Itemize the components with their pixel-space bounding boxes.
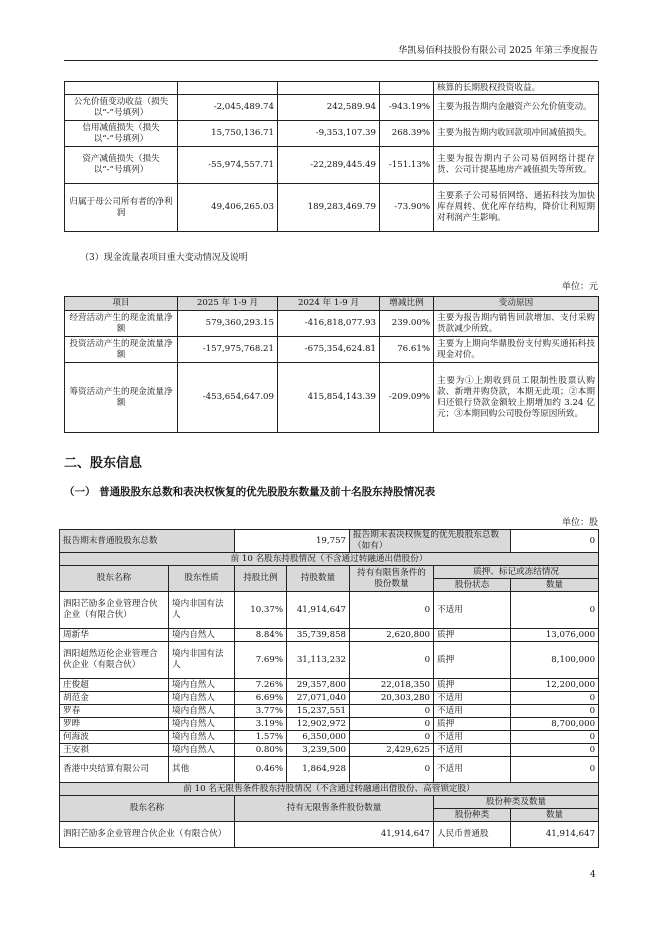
header-divider (64, 60, 598, 61)
table-row (60, 744, 599, 757)
amount-cell: 41,914,647 (511, 822, 599, 848)
nature-cell: 境内自然人 (169, 692, 235, 705)
value-2025-cell: -55,974,557.71 (178, 147, 278, 184)
restricted-cell: 0 (350, 731, 434, 744)
subsection-title: （一） 普通股股东总数和表决权恢复的优先股股东数量及前十名股东持股情况表 (64, 486, 436, 498)
header-unrestricted-qty: 持有无限售条件股份数量 (235, 796, 434, 822)
header-kind-group: 股份种类及数量 (434, 796, 599, 809)
ratio-cell: 76.61% (380, 337, 434, 363)
amount-cell: 0 (511, 744, 599, 757)
name-cell: 胡范金 (60, 692, 169, 705)
amount-cell: 13,076,000 (511, 629, 599, 642)
table-row (65, 82, 599, 95)
table-row (60, 822, 599, 848)
ratio-cell: 7.26% (235, 679, 287, 692)
ratio-cell: 0.46% (235, 757, 287, 783)
total-shareholders-label: 报告期末普通股股东总数 (60, 530, 235, 553)
reason-cell: 主要为报告期内销售回款增加、支付采购货款减少所致。 (434, 311, 599, 337)
ratio-cell (380, 82, 434, 95)
header-status: 股份状态 (434, 579, 511, 592)
header-nature: 股东性质 (169, 566, 235, 592)
reason-cell: 主要系子公司易佰网络、通拓科技为加快库存周转、优化库存结构，降价让利短期对利润产生影响。 (434, 184, 599, 232)
value-2024-cell: 242,589.94 (278, 95, 380, 121)
item-cell: 归属于母公司所有者的净利润 (65, 184, 178, 232)
ratio-cell: 10.37% (235, 592, 287, 629)
ratio-cell: -73.90% (380, 184, 434, 232)
amount-cell: 8,700,000 (511, 718, 599, 731)
restricted-cell: 2,620,800 (350, 629, 434, 642)
table-row (60, 629, 599, 642)
value-2025-cell: -453,654,647.09 (178, 363, 278, 433)
qty-cell: 41,914,647 (287, 592, 350, 629)
table-row (65, 311, 599, 337)
section-title-shareholders: 二、股东信息 (64, 456, 143, 471)
status-cell: 质押 (434, 679, 511, 692)
ratio-cell: 1.57% (235, 731, 287, 744)
nature-cell: 其他 (169, 757, 235, 783)
table-row (60, 679, 599, 692)
table-header-row (60, 566, 599, 579)
ratio-cell: 3.19% (235, 718, 287, 731)
header-kind: 股份种类 (434, 809, 511, 822)
name-cell: 泗阳超然迈伦企业管理合伙企业（有限合伙） (60, 642, 169, 679)
ratio-cell: 268.39% (380, 121, 434, 147)
header-item: 项目 (65, 297, 178, 311)
item-cell (65, 82, 178, 95)
status-cell: 不适用 (434, 705, 511, 718)
table-row (65, 95, 599, 121)
table-header-row (60, 796, 599, 809)
qty-cell: 41,914,647 (235, 822, 434, 848)
status-cell: 不适用 (434, 592, 511, 629)
header-name: 股东名称 (60, 566, 169, 592)
totals-row (60, 530, 599, 553)
amount-cell: 12,200,000 (511, 679, 599, 692)
name-cell: 香港中央结算有限公司 (60, 757, 169, 783)
top10-title-row (60, 553, 599, 566)
reason-cell: 主要为报告期内金融资产公允价值变动。 (434, 95, 599, 121)
profit-items-table (64, 81, 599, 232)
cashflow-unit: 单位：元 (561, 282, 598, 292)
nature-cell: 境内自然人 (169, 744, 235, 757)
name-cell: 泗阳芒励多企业管理合伙企业（有限合伙） (60, 592, 169, 629)
header-restricted: 持有有限售条件的股份数量 (350, 566, 434, 592)
restricted-cell: 2,429,625 (350, 744, 434, 757)
table-row (60, 642, 599, 679)
page-header-title: 华凯易佰科技股份有限公司 2025 年第三季度报告 (398, 46, 598, 56)
cashflow-section-title: （3）现金流量表项目重大变动情况及说明 (80, 253, 248, 263)
unrestricted-title: 前 10 名无限售条件股东持股情况（不含通过转融通出借股份、高管锁定股） (60, 783, 599, 796)
value-2025-cell: 15,750,136.71 (178, 121, 278, 147)
nature-cell: 境内非国有法人 (169, 592, 235, 629)
nature-cell: 境内自然人 (169, 629, 235, 642)
value-2025-cell: -2,045,489.74 (178, 95, 278, 121)
qty-cell: 27,071,040 (287, 692, 350, 705)
name-cell: 泗阳芒励多企业管理合伙企业（有限合伙） (60, 822, 235, 848)
restricted-cell: 20,303,280 (350, 692, 434, 705)
top10-title: 前 10 名股东持股情况（不含通过转融通出借股份） (60, 553, 599, 566)
header-ratio: 持股比例 (235, 566, 287, 592)
table-row (60, 731, 599, 744)
ratio-cell: 3.77% (235, 705, 287, 718)
item-cell: 经营活动产生的现金流量净额 (65, 311, 178, 337)
nature-cell: 境内非国有法人 (169, 642, 235, 679)
name-cell: 罗春 (60, 705, 169, 718)
restricted-cell: 0 (350, 705, 434, 718)
value-2024-cell: -416,818,077.93 (278, 311, 380, 337)
name-cell: 何海波 (60, 731, 169, 744)
ratio-cell: 239.00% (380, 311, 434, 337)
qty-cell: 15,237,551 (287, 705, 350, 718)
qty-cell: 12,902,972 (287, 718, 350, 731)
shareholder-unit: 单位：股 (561, 518, 598, 528)
qty-cell: 1,864,928 (287, 757, 350, 783)
value-2025-cell: 579,360,293.15 (178, 311, 278, 337)
amount-cell: 8,100,000 (511, 642, 599, 679)
ratio-cell: -209.09% (380, 363, 434, 433)
header-kind-amount: 数量 (511, 809, 599, 822)
amount-cell: 0 (511, 705, 599, 718)
status-cell: 不适用 (434, 731, 511, 744)
value-2024-cell: 415,854,143.39 (278, 363, 380, 433)
table-header-row (65, 297, 599, 311)
table-row (60, 692, 599, 705)
qty-cell: 3,239,500 (287, 744, 350, 757)
table-row (65, 121, 599, 147)
restricted-cell: 0 (350, 718, 434, 731)
header-2025: 2025 年 1-9 月 (178, 297, 278, 311)
header-ratio: 增减比例 (380, 297, 434, 311)
value-2024-cell: -9,353,107.39 (278, 121, 380, 147)
page-number: 4 (590, 870, 596, 880)
item-cell: 筹资活动产生的现金流量净额 (65, 363, 178, 433)
status-cell: 质押 (434, 718, 511, 731)
amount-cell: 0 (511, 592, 599, 629)
value-2024-cell: -675,354,624.81 (278, 337, 380, 363)
name-cell: 王安祺 (60, 744, 169, 757)
value-2024-cell: -22,289,445.49 (278, 147, 380, 184)
status-cell: 不适用 (434, 757, 511, 783)
name-cell: 周新华 (60, 629, 169, 642)
item-cell: 公允价值变动收益（损失以“-”号填列） (65, 95, 178, 121)
item-cell: 投资活动产生的现金流量净额 (65, 337, 178, 363)
ratio-cell: 0.80% (235, 744, 287, 757)
table-row (65, 337, 599, 363)
value-2024-cell (278, 82, 380, 95)
qty-cell: 31,113,232 (287, 642, 350, 679)
value-2025-cell (178, 82, 278, 95)
header-amount: 数量 (511, 579, 599, 592)
amount-cell: 0 (511, 757, 599, 783)
status-cell: 不适用 (434, 692, 511, 705)
table-row (60, 757, 599, 783)
header-qty: 持股数量 (287, 566, 350, 592)
qty-cell: 6,350,000 (287, 731, 350, 744)
status-cell: 质押 (434, 629, 511, 642)
unrestricted-title-row (60, 783, 599, 796)
value-2025-cell: -157,975,768.21 (178, 337, 278, 363)
value-2025-cell: 49,406,265.03 (178, 184, 278, 232)
reason-cell: 主要为报告期内收回款项冲回减值损失。 (434, 121, 599, 147)
amount-cell: 0 (511, 692, 599, 705)
table-row (65, 184, 599, 232)
header-pledge: 质押、标记或冻结情况 (434, 566, 599, 579)
qty-cell: 29,357,800 (287, 679, 350, 692)
preferred-shareholders-value: 0 (511, 530, 599, 553)
ratio-cell: 7.69% (235, 642, 287, 679)
reason-cell: 主要为报告期内子公司易佰网络计提存货、公司计提基地房产减值损失等所致。 (434, 147, 599, 184)
preferred-shareholders-label: 报告期末表决权恢复的优先股股东总数（如有） (350, 530, 511, 553)
ratio-cell: 8.84% (235, 629, 287, 642)
status-cell: 质押 (434, 642, 511, 679)
table-row (65, 147, 599, 184)
reason-cell: 核算的长期股权投资收益。 (434, 82, 599, 95)
status-cell: 不适用 (434, 744, 511, 757)
table-row (60, 705, 599, 718)
shareholders-table (59, 529, 599, 848)
ratio-cell: -943.19% (380, 95, 434, 121)
total-shareholders-value: 19,757 (235, 530, 350, 553)
restricted-cell: 22,018,350 (350, 679, 434, 692)
reason-cell: 主要为①上期收到员工限制性股票认购款、新增并购贷款，本期无此项；②本期归还银行贷款金额较上期增加约 3.24 亿元；③本期回购公司股份等原因所致。 (434, 363, 599, 433)
value-2024-cell: 189,283,469.79 (278, 184, 380, 232)
nature-cell: 境内自然人 (169, 679, 235, 692)
qty-cell: 35,739,858 (287, 629, 350, 642)
reason-cell: 主要为上期向华鼎股份支付购买通拓科技现金对价。 (434, 337, 599, 363)
name-cell: 庄俊超 (60, 679, 169, 692)
table-row (60, 718, 599, 731)
header-unrestricted-name: 股东名称 (60, 796, 235, 822)
restricted-cell: 0 (350, 757, 434, 783)
table-row (60, 592, 599, 629)
cashflow-table (64, 296, 599, 433)
table-row (65, 363, 599, 433)
restricted-cell: 0 (350, 642, 434, 679)
kind-cell: 人民币普通股 (434, 822, 511, 848)
ratio-cell: -151.13% (380, 147, 434, 184)
restricted-cell: 0 (350, 592, 434, 629)
amount-cell: 0 (511, 731, 599, 744)
nature-cell: 境内自然人 (169, 718, 235, 731)
item-cell: 信用减值损失（损失以“-”号填列） (65, 121, 178, 147)
nature-cell: 境内自然人 (169, 705, 235, 718)
header-reason: 变动原因 (434, 297, 599, 311)
header-2024: 2024 年 1-9 月 (278, 297, 380, 311)
nature-cell: 境内自然人 (169, 731, 235, 744)
ratio-cell: 6.69% (235, 692, 287, 705)
name-cell: 罗晔 (60, 718, 169, 731)
item-cell: 资产减值损失（损失以“-”号填列） (65, 147, 178, 184)
